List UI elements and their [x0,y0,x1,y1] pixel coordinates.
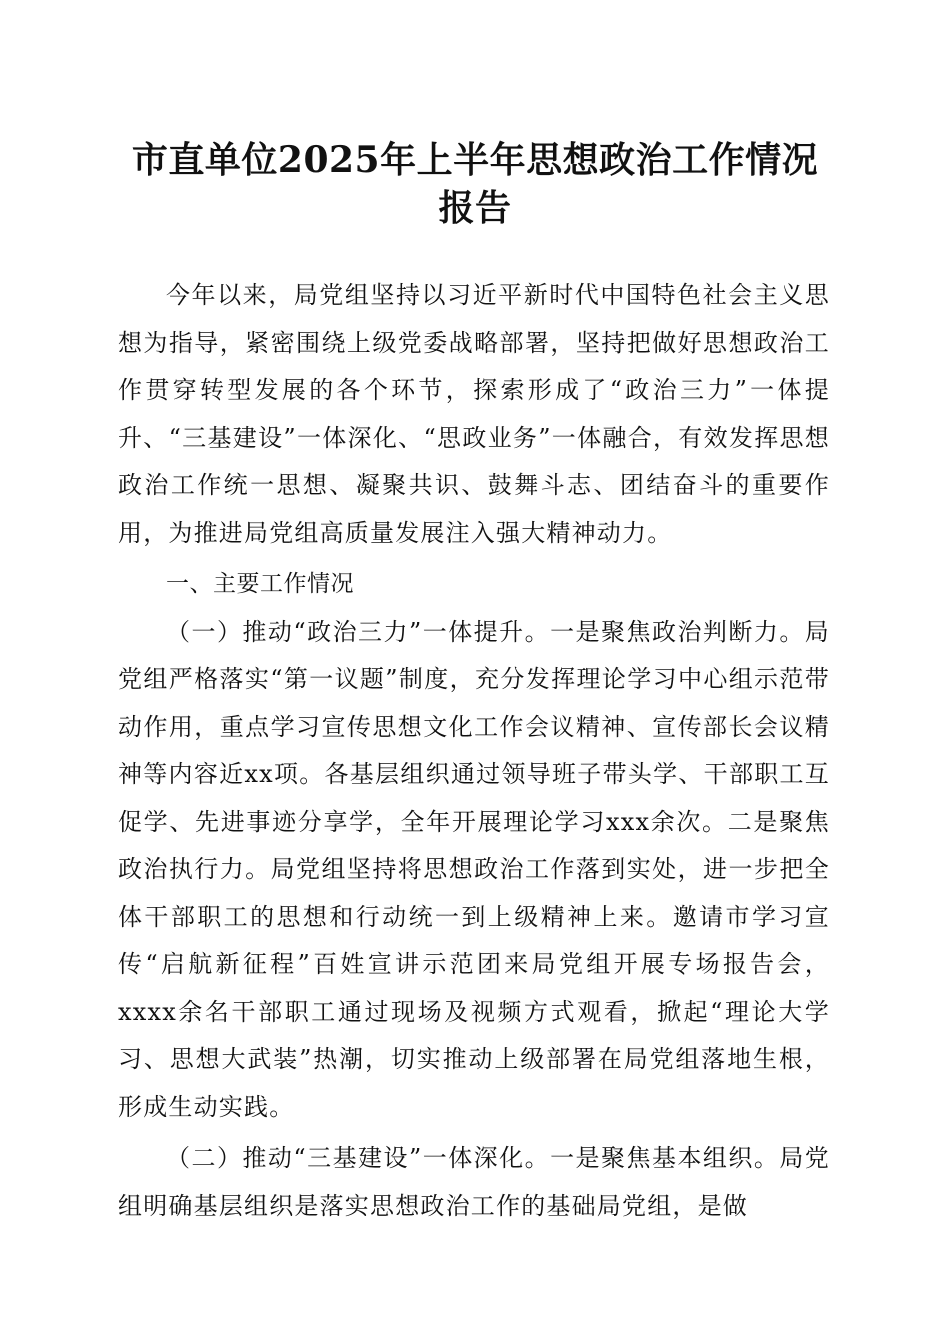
section-paragraph: （一）推动“政治三力”一体提升。一是聚焦政治判断力。局党组严格落实“第一议题”制度，充分发挥理论学习中心组示范带动作用，重点学习宣传思想文化工作会议精神、宣传部长会议精神等内容近xx项。各基层组织通过领导班子带头学、干部职工互促学、先进事迹分享学，全年开展理论学习xxx余次。二是聚焦政治执行力。局党组坚持将思想政治工作落到实处，进一步把全体干部职工的思想和行动统一到上级精神上来。邀请市学习宣传“启航新征程”百姓宣讲示范团来局党组开展专场报告会，xxxx余名干部职工通过现场及视频方式观看，掀起“理论大学习、思想大武装”热潮，切实推动上级部署在局党组落地生根，形成生动实践。 [118,617,830,1121]
section-paragraph: （二）推动“三基建设”一体深化。一是聚焦基本组织。局党组明确基层组织是落实思想政治工作的基础局党组，是做 [118,1144,830,1220]
section-heading: 一、主要工作情况 [166,571,354,597]
intro-paragraph: 今年以来，局党组坚持以习近平新时代中国特色社会主义思想为指导，紧密围绕上级党委战略部署，坚持把做好思想政治工作贯穿转型发展的各个环节，探索形成了“政治三力”一体提升、“三基建设”一体深化、“思政业务”一体融合，有效发挥思想政治工作统一思想、凝聚共识、鼓舞斗志、团结奋斗的重要作用，为推进局党组高质量发展注入强大精神动力。 [118,281,830,547]
document-body [118,272,830,1230]
document-title: 市直单位2025年上半年思想政治工作情况报告 [131,139,819,229]
